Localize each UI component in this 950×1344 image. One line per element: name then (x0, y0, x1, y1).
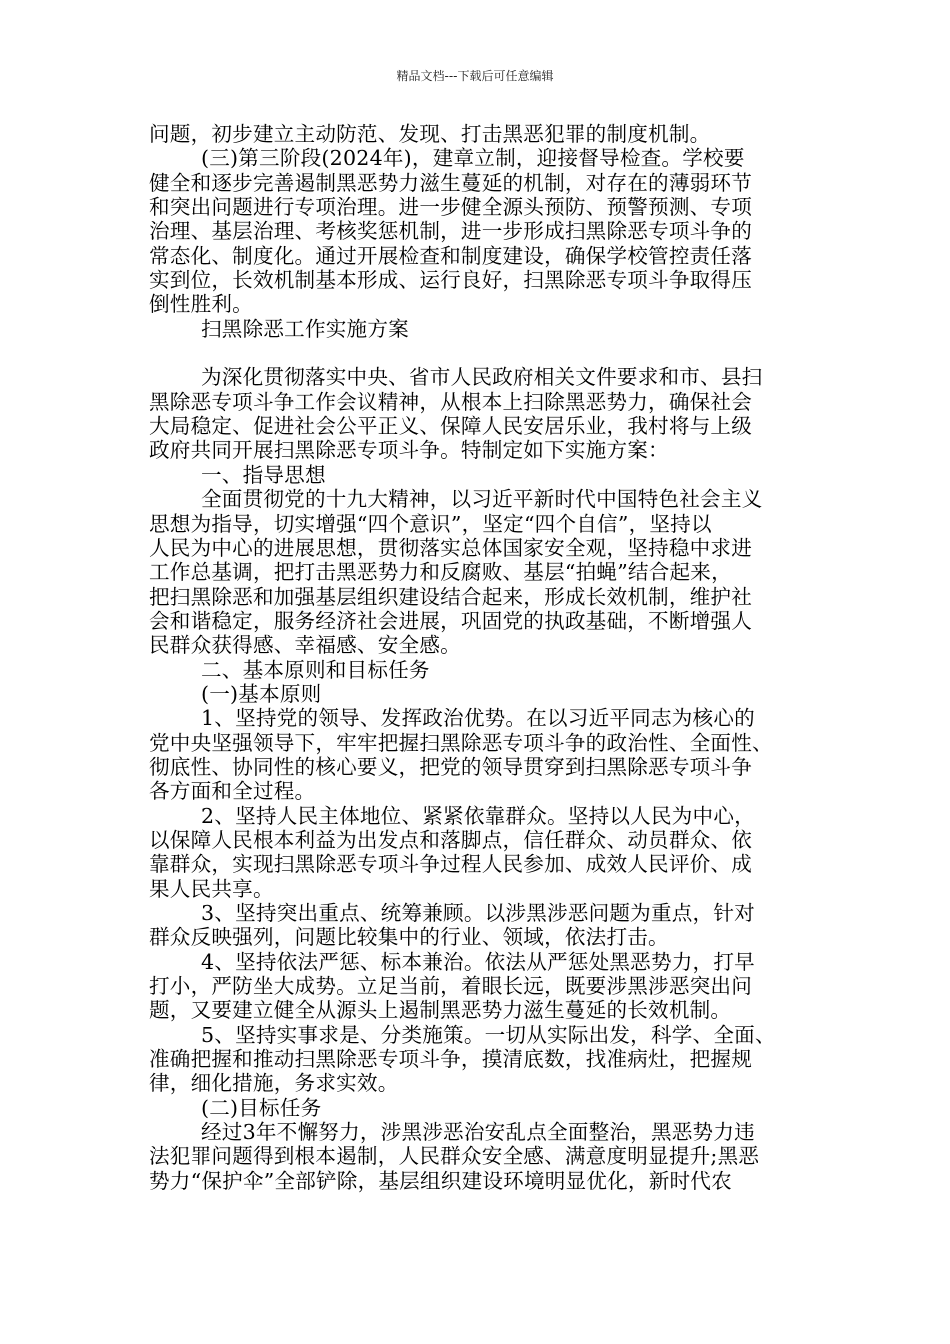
text-line: 靠群众，实现扫黑除恶专项斗争过程人民参加、成效人民评价、成 (149, 852, 753, 877)
text-line: 党中央坚强领导下，牢牢把握扫黑除恶专项斗争的政治性、全面性、 (149, 730, 773, 755)
text-line: 各方面和全过程。 (149, 779, 316, 804)
text-line: 健全和逐步完善遏制黑恶势力滋生蔓延的机制，对存在的薄弱环节 (149, 170, 753, 195)
text-line: 政府共同开展扫黑除恶专项斗争。特制定如下实施方案： (149, 438, 669, 463)
text-line: 果人民共享。 (149, 876, 274, 901)
text-line: 法犯罪问题得到根本遏制，人民群众安全感、满意度明显提升;黑恶 (149, 1144, 760, 1169)
text-line: 打小，严防坐大成势。立足当前，着眼长远，既要涉黑涉恶突出问 (149, 974, 753, 999)
text-line: 会和谐稳定，服务经济社会进展，巩固党的执政基础，不断增强人 (149, 608, 753, 633)
text-line: 一、指导思想 (201, 462, 326, 487)
text-line: 为深化贯彻落实中央、省市人民政府相关文件要求和市、县扫 (201, 365, 763, 390)
text-line: 全面贯彻党的十九大精神，以习近平新时代中国特色社会主义 (201, 487, 763, 512)
text-line: 大局稳定、促进社会公平正义、保障人民安居乐业，我村将与上级 (149, 414, 753, 439)
text-line: 工作总基调，把打击黑恶势力和反腐败、基层“拍蝇”结合起来， (149, 560, 732, 585)
text-line: 问题，初步建立主动防范、发现、打击黑恶犯罪的制度机制。 (149, 122, 711, 146)
text-line: 常态化、制度化。通过开展检查和制度建设，确保学校管控责任落 (149, 243, 753, 268)
text-line: 扫黑除恶工作实施方案 (201, 316, 409, 341)
text-line: 二、基本原则和目标任务 (201, 657, 430, 682)
text-line: 1、坚持党的领导、发挥政治优势。在以习近平同志为核心的 (201, 706, 755, 731)
text-line: 实到位，长效机制基本形成、运行良好，扫黑除恶专项斗争取得压 (149, 268, 753, 293)
document-body (149, 122, 809, 1193)
text-line: (二)目标任务 (201, 1095, 322, 1120)
text-line: 思想为指导，切实增强“四个意识”，坚定“四个自信”，坚持以 (149, 511, 712, 536)
text-line: (三)第三阶段(2024年)，建章立制，迎接督导检查。学校要 (201, 146, 745, 171)
text-line: 律，细化措施，务求实效。 (149, 1071, 399, 1096)
text-line: 经过3年不懈努力，涉黑涉恶治安乱点全面整治，黑恶势力违 (201, 1120, 755, 1145)
text-line: 3、坚持突出重点、统筹兼顾。以涉黑涉恶问题为重点，针对 (201, 901, 755, 925)
text-line: 把扫黑除恶和加强基层组织建设结合起来，形成长效机制，维护社 (149, 584, 753, 609)
text-line: 题，又要建立健全从源头上遏制黑恶势力滋生蔓延的长效机制。 (149, 998, 732, 1023)
text-line: 2、坚持人民主体地位、紧紧依靠群众。坚持以人民为中心， (201, 803, 755, 828)
text-line: 民群众获得感、幸福感、安全感。 (149, 633, 461, 658)
text-line: 和突出问题进行专项治理。进一步健全源头预防、预警预测、专项 (149, 195, 753, 220)
text-line: 群众反映强列，问题比较集中的行业、领域，依法打击。 (149, 925, 669, 950)
page-header: 精品文档---下载后可任意编辑 (396, 69, 554, 83)
text-line: 4、坚持依法严惩、标本兼治。依法从严惩处黑恶势力，打早 (201, 949, 755, 974)
text-line: 倒性胜利。 (149, 292, 253, 317)
text-line: 势力“保护伞”全部铲除，基层组织建设环境明显优化，新时代农 (149, 1168, 732, 1193)
text-line: 5、坚持实事求是、分类施策。一切从实际出发，科学、全面、 (201, 1022, 776, 1047)
text-line: 彻底性、协同性的核心要义，把党的领导贯穿到扫黑除恶专项斗争 (149, 754, 753, 779)
text-line: 人民为中心的进展思想，贯彻落实总体国家安全观，坚持稳中求进 (149, 535, 753, 560)
blank-line (149, 341, 809, 365)
text-line: 治理、基层治理、考核奖惩机制，进一步形成扫黑除恶专项斗争的 (149, 219, 753, 244)
text-line: 黑除恶专项斗争工作会议精神，从根本上扫除黑恶势力，确保社会 (149, 389, 753, 414)
text-line: 准确把握和推动扫黑除恶专项斗争，摸清底数，找准病灶，把握规 (149, 1047, 753, 1072)
text-line: (一)基本原则 (201, 681, 322, 706)
text-line: 以保障人民根本利益为出发点和落脚点，信任群众、动员群众、依 (149, 827, 753, 852)
